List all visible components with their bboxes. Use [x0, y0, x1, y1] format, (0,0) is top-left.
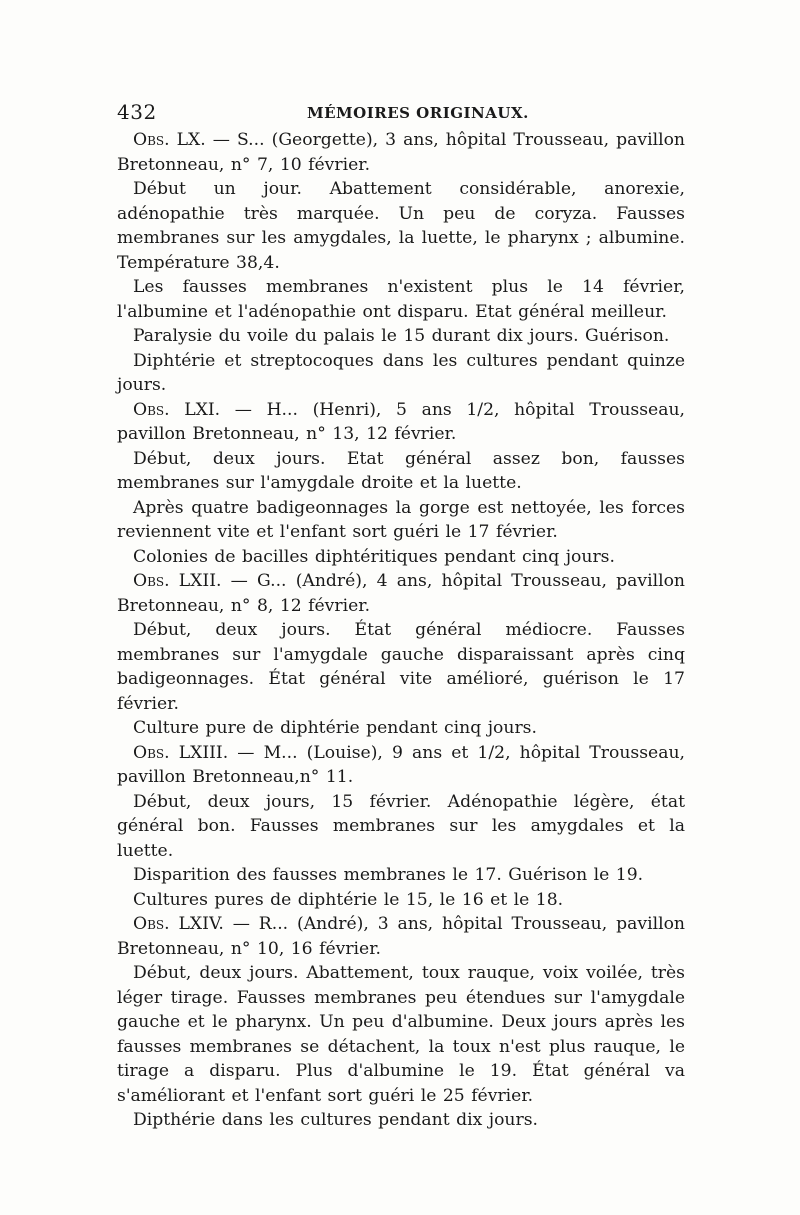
paragraph-text: Après quatre badigeonnages la gorge est nettoyée, les forces reviennent vite et l'enfant sort guéri le 17 février.: [117, 497, 685, 542]
observation-label: Obs. LXII.: [133, 571, 222, 591]
paragraph-text: Colonies de bacilles diphtéritiques pendant cinq jours.: [133, 546, 615, 567]
paragraph-text: Diphtérie et streptocoques dans les cultures pendant quinze jours.: [117, 350, 685, 395]
paragraph: [117, 1108, 685, 1133]
paragraph-text: Disparition des fausses membranes le 17. Guérison le 19.: [133, 865, 644, 885]
paragraph: [117, 349, 685, 398]
paragraph: [117, 398, 685, 447]
paragraph-text: Début, deux jours, 15 février. Adénopathie légère, état général bon. Fausses membranes sur les amygdales et la luette.: [117, 791, 685, 861]
paragraph-text: — H... (Henri), 5 ans 1/2, hôpital Trousseau, pavillon Bretonneau, n° 13, 12 février.: [117, 399, 685, 444]
paragraph-text: Les fausses membranes n'existent plus le 14 février, l'albumine et l'adénopathie ont disparu. Etat général meilleur.: [117, 277, 685, 322]
observation-label: Obs. LX.: [133, 130, 206, 150]
paragraph: [117, 177, 685, 275]
paragraph: [117, 888, 685, 913]
paragraph-text: Début, deux jours. Etat général assez bon, fausses membranes sur l'amygdale droite et la luette.: [117, 448, 685, 493]
paragraph: [117, 741, 685, 790]
paragraph: [117, 716, 685, 741]
running-header: [117, 100, 685, 128]
paragraph-text: Début, deux jours. État général médiocre. Fausses membranes sur l'amygdale gauche disparaissant après cinq badigeonnages. État général vite amélioré, guérison le 17 février.: [117, 620, 685, 714]
paragraph-text: Début un jour. Abattement considérable, anorexie, adénopathie très marquée. Un peu de coryza. Fausses membranes sur les amygdales, la luette, le pharynx ; albumine. Température 38,4.: [117, 179, 685, 273]
paragraph: [117, 496, 685, 545]
paragraph: [117, 961, 685, 1108]
paragraph-text: Paralysie du voile du palais le 15 durant dix jours. Guérison.: [133, 326, 670, 346]
paragraph: [117, 912, 685, 961]
paragraph: [117, 863, 685, 888]
paragraph: [117, 545, 685, 570]
paragraph-text: Culture pure de diphtérie pendant cinq jours.: [133, 718, 537, 738]
paragraph: [117, 128, 685, 177]
paragraph: [117, 618, 685, 716]
paragraph-text: Dipthérie dans les cultures pendant dix jours.: [133, 1110, 539, 1130]
running-title: MÉMOIRES ORIGINAUX.: [307, 104, 529, 122]
paragraph: [117, 569, 685, 618]
observation-label: Obs. LXIV.: [133, 914, 224, 934]
observation-label: Obs. LXI.: [133, 399, 221, 420]
paragraph-text: — R... (André), 3 ans, hôpital Trousseau, pavillon Bretonneau, n° 10, 16 février.: [117, 914, 685, 959]
paragraph-text: — M... (Louise), 9 ans et 1/2, hôpital Trousseau, pavillon Bretonneau,n° 11.: [117, 742, 685, 787]
paragraph: [117, 275, 685, 324]
paragraph: [117, 447, 685, 496]
page-number: 432: [117, 100, 157, 124]
paragraph: [117, 790, 685, 864]
observation-label: Obs. LXIII.: [133, 742, 229, 763]
paragraph-text: Cultures pures de diphtérie le 15, le 16 et le 18.: [133, 889, 564, 910]
paragraph-text: — S... (Georgette), 3 ans, hôpital Trousseau, pavillon Bretonneau, n° 7, 10 février.: [117, 130, 685, 175]
paragraph: [117, 324, 685, 349]
body-text: [117, 128, 685, 1133]
paragraph-text: Début, deux jours. Abattement, toux rauque, voix voilée, très léger tirage. Fausses membranes peu étendues sur l'amygdale gauche et le pharynx. Un peu d'albumine. Deux jours après les fausses membranes se détachent, la toux n'est plus rauque, le tirage a disparu. Plus d'albumine le 19. État général va s'améliorant et l'enfant sort guéri le 25 février.: [117, 963, 685, 1106]
paragraph-text: — G... (André), 4 ans, hôpital Trousseau, pavillon Bretonneau, n° 8, 12 février.: [117, 571, 685, 616]
